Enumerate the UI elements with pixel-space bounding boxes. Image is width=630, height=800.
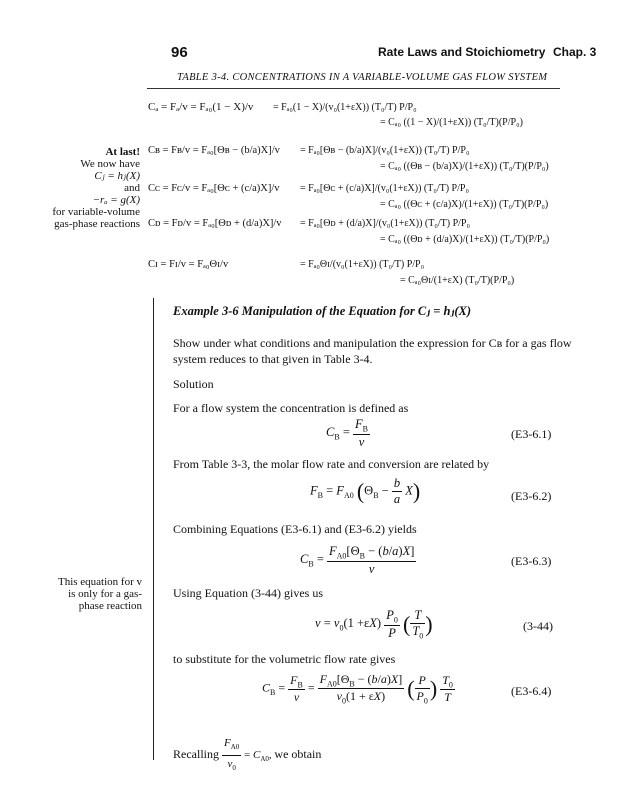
recalling-label: Recalling xyxy=(173,747,219,762)
side-note-line: Cⱼ = hⱼ(X) xyxy=(94,170,140,182)
table-row-ci-rhs: = Cₐ₀Θɪ/(1+εX) (T₀/T)(P/P₀) xyxy=(400,275,515,286)
solution-label: Solution xyxy=(173,377,214,391)
table-row-ca xyxy=(148,101,560,113)
row-lhs: Cₐ = Fₐ/v = Fₐ₀(1 − X)/v xyxy=(148,101,254,113)
recalling-math: $\frac{F_{A0}}{v_0}$ = $C_{A0}$, xyxy=(223,737,275,773)
side-note-line: We now have xyxy=(80,158,140,170)
table-row-ci: Cɪ = Fɪ/v = Fₐ₀Θɪ/v xyxy=(148,259,229,270)
table-row-cb-rhs: = Cₐ₀ ((Θʙ − (b/a)X)/(1+εX)) (T₀/T)(P/P₀) xyxy=(380,161,549,172)
side-note-title: At last! xyxy=(105,146,140,158)
table-row-ca-rhs: = Cₐ₀ ((1 − X)/(1+εX)) (T₀/T)(P/P₀) xyxy=(380,117,523,128)
example-title: Example 3-6 Manipulation of the Equation for Cⱼ = hⱼ(X) xyxy=(173,304,471,318)
paragraph-1: For a flow system the concentration is defined as xyxy=(173,401,409,415)
table-top-rule xyxy=(147,88,560,89)
paragraph-5: to substitute for the volumetric flow rate gives xyxy=(173,652,396,666)
side-note-line: −rₐ = g(X) xyxy=(92,194,140,206)
margin-note xyxy=(42,576,142,612)
equation-e3-6-2: $F_B = F_{A0}$ ($\Theta_B$ − $\frac{b}{a}$ X) xyxy=(310,476,421,506)
margin-note-line: is only for a gas- xyxy=(68,588,142,600)
paragraph-2: From Table 3-3, the molar flow rate and conversion are related by xyxy=(173,457,490,471)
table-caption: TABLE 3-4. CONCENTRATIONS IN A VARIABLE-VOLUME GAS FLOW SYSTEM xyxy=(177,72,548,83)
equation-number: (3-44) xyxy=(523,619,553,633)
side-note-line: gas-phase reactions xyxy=(54,218,140,230)
table-row-ci-mid: = Fₐ₀Θɪ/(v₀(1+εX)) (T₀/T) P/P₀ xyxy=(300,259,425,270)
example-vertical-rule xyxy=(153,298,154,760)
margin-note-line: phase reaction xyxy=(78,600,142,612)
table-row-cd-mid: = Fₐ₀[Θᴅ + (d/a)X]/(v₀(1+εX)) (T₀/T) P/P₀ xyxy=(300,218,470,229)
equation-3-44: $v = v_0(1 +\varepsilon X)$ $\frac{P_0}{P}$ ( $\frac{T}{T_0}$ ) xyxy=(315,608,433,641)
chapter-label: Chap. 3 xyxy=(553,45,597,59)
equation-number: (E3-6.2) xyxy=(511,489,552,503)
table-row-cd: Cᴅ = Fᴅ/v = Fₐ₀[Θᴅ + (d/a)X]/v xyxy=(148,218,282,229)
margin-note-line: This equation for v xyxy=(57,576,142,588)
side-note-line: and xyxy=(124,182,140,194)
side-note-line: for variable-volume xyxy=(52,206,140,218)
paragraph-3: Combining Equations (E3-6.1) and (E3-6.2) yields xyxy=(173,522,417,536)
table-row-cb-mid: = Fₐ₀[Θʙ − (b/a)X]/(v₀(1+εX)) (T₀/T) P/P₀ xyxy=(300,145,470,156)
paragraph-4: Using Equation (3-44) gives us xyxy=(173,586,323,600)
side-note xyxy=(50,146,140,230)
recalling-suffix: we obtain xyxy=(274,747,322,762)
equation-number: (E3-6.3) xyxy=(511,554,552,568)
paragraph-6 xyxy=(173,735,321,776)
row-mid: = Fₐ₀(1 − X)/(v₀(1+εX)) (T₀/T) P/P₀ xyxy=(272,102,417,113)
table-row-cb: Cʙ = Fʙ/v = Fₐ₀[Θʙ − (b/a)X]/v xyxy=(148,145,280,156)
table-row-cd-rhs: = Cₐ₀ ((Θᴅ + (d/a)X)/(1+εX)) (T₀/T)(P/P₀) xyxy=(380,234,550,245)
equation-e3-6-1: $C_B$ = $\frac{F_B}{v}$ xyxy=(326,417,368,449)
equation-e3-6-4: $C_B$ = $\frac{F_B}{v}$ = $\frac{F_{A0}[\Theta_B - (b/a)X]}{v_0(1 + \varepsilon X)}$ ( $\frac{P}{P_0}$ ) $\frac{T_0}{T}$ xyxy=(262,672,453,706)
page-number: 96 xyxy=(171,44,188,61)
example-intro: Show under what conditions and manipulation the expression for Cʙ for a gas flow system reduces to that given in Table 3-4. xyxy=(173,336,572,366)
equation-e3-6-3: $C_B$ = $\frac{F_{A0}[\Theta_B - (b/a)X]}{v}$ xyxy=(300,544,415,576)
table-row-cc: Cᴄ = Fᴄ/v = Fₐ₀[Θᴄ + (c/a)X]/v xyxy=(148,183,280,194)
table-row-cc-rhs: = Cₐ₀ ((Θᴄ + (c/a)X)/(1+εX)) (T₀/T)(P/P₀) xyxy=(380,199,549,210)
equation-number: (E3-6.1) xyxy=(511,427,552,441)
table-row-cc-mid: = Fₐ₀[Θᴄ + (c/a)X]/(v₀(1+εX)) (T₀/T) P/P₀ xyxy=(300,183,469,194)
equation-number: (E3-6.4) xyxy=(511,684,552,698)
running-title: Rate Laws and Stoichiometry xyxy=(378,45,546,59)
